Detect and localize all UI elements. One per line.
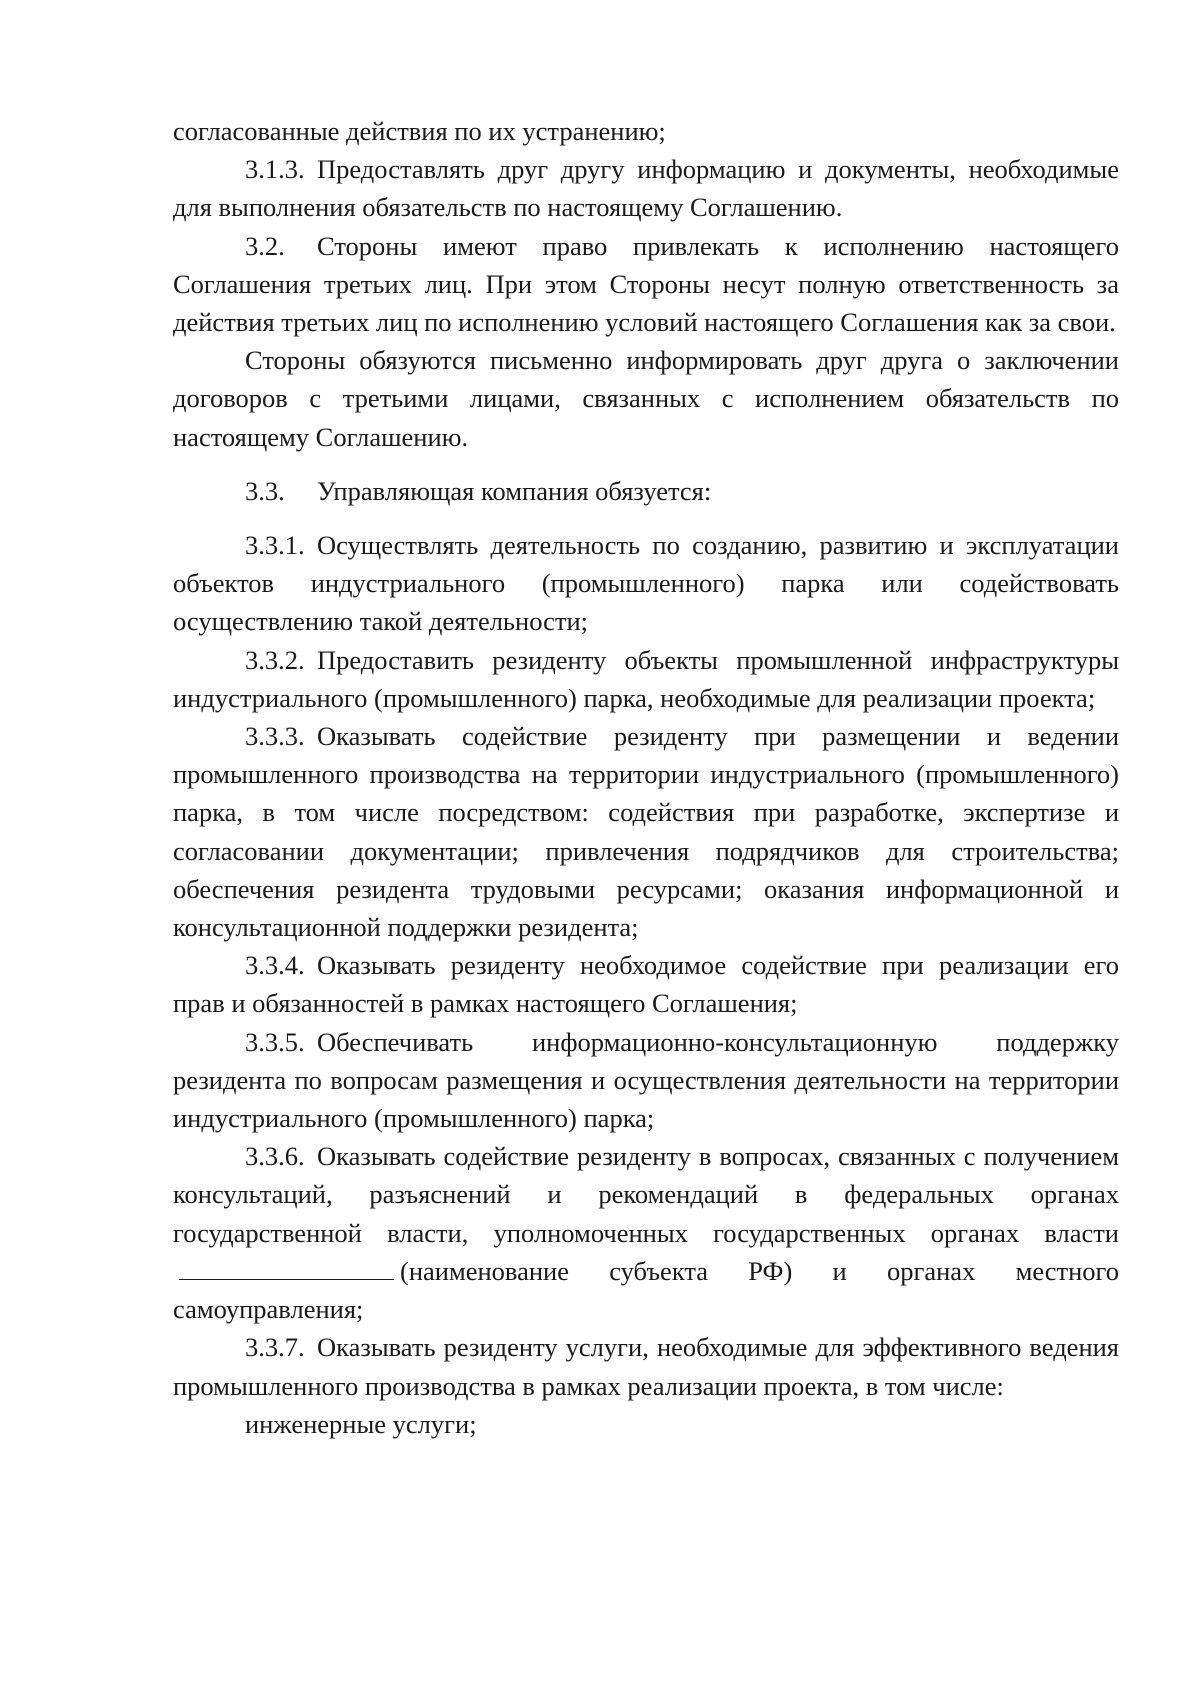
paragraph-text: инженерные услуги; bbox=[245, 1408, 477, 1439]
paragraph-number: 3.2. bbox=[245, 230, 285, 261]
paragraph-3-3-7 bbox=[173, 1328, 1119, 1404]
paragraph-text: Управляющая компания обязуется: bbox=[317, 475, 712, 506]
document-body bbox=[173, 112, 1119, 1443]
paragraph-3-1-3 bbox=[173, 150, 1119, 226]
paragraph-3-3-4 bbox=[173, 946, 1119, 1022]
paragraph-number: 3.3.3. bbox=[245, 721, 305, 752]
paragraph-number: 3.3.5. bbox=[245, 1026, 305, 1057]
paragraph-3-3-1 bbox=[173, 526, 1119, 641]
paragraph-3-2 bbox=[173, 227, 1119, 342]
paragraph-text: Стороны обязуются письменно информировать друг друга о заключении договоров с третьими лицами, связанных с исполнением обязательств по настоящему Соглашению. bbox=[173, 345, 1119, 452]
paragraph-3-3-2 bbox=[173, 641, 1119, 717]
paragraph-number: 3.3. bbox=[245, 475, 285, 506]
paragraph-third-parties-notice bbox=[173, 341, 1119, 456]
paragraph-text: Осуществлять деятельность по созданию, развитию и эксплуатации объектов индустриального (промышленного) парка или содействовать осуществлению такой деятельности; bbox=[173, 530, 1119, 637]
paragraph-text: Обеспечивать информационно-консультационную поддержку резидента по вопросам размещения и осуществления деятельности на территории индустриального (промышленного) парка; bbox=[173, 1026, 1119, 1134]
paragraph-number: 3.3.4. bbox=[245, 950, 305, 981]
paragraph-text: Стороны имеют право привлекать к исполнению настоящего Соглашения третьих лиц. При этом Стороны несут полную ответственность за действия третьих лиц по исполнению условий настоящего Соглашения как за свои. bbox=[173, 230, 1119, 338]
paragraph-text-before-blank: Оказывать содействие резиденту в вопросах, связанных с получением консультаций, разъяснений и рекомендаций в федеральных органах государственной власти, уполномоченных государственных органах власти bbox=[173, 1141, 1119, 1248]
paragraph-text: Оказывать содействие резиденту при размещении и ведении промышленного производства на территории индустриального (промышленного) парка, в том числе посредством: содействия при разработке, экспертизе и согласовании документации; привлечения подрядчиков для строительства; обеспечения резидента трудовыми ресурсами; оказания информационной и консультационной поддержки резидента; bbox=[173, 721, 1119, 943]
paragraph-3-3 bbox=[173, 472, 1119, 510]
paragraph-number: 3.3.1. bbox=[245, 530, 305, 561]
paragraph-text-after-blank: (наименование субъекта РФ) и органах местного самоуправления; bbox=[173, 1255, 1119, 1325]
fill-in-blank-line bbox=[179, 1257, 394, 1280]
list-item-engineering-services bbox=[173, 1405, 1119, 1443]
paragraph-number: 3.3.6. bbox=[245, 1141, 305, 1172]
paragraph-continuation bbox=[173, 112, 1119, 150]
paragraph-number: 3.1.3. bbox=[245, 154, 305, 185]
paragraph-number: 3.3.2. bbox=[245, 644, 305, 675]
paragraph-number: 3.3.7. bbox=[245, 1332, 305, 1363]
paragraph-text: Предоставлять друг другу информацию и документы, необходимые для выполнения обязательств по настоящему Соглашению. bbox=[173, 154, 1119, 223]
paragraph-text: Оказывать резиденту необходимое содействие при реализации его прав и обязанностей в рамках настоящего Соглашения; bbox=[173, 950, 1119, 1019]
paragraph-3-3-6 bbox=[173, 1137, 1119, 1328]
paragraph-text: Оказывать резиденту услуги, необходимые для эффективного ведения промышленного производства в рамках реализации проекта, в том числе: bbox=[173, 1332, 1119, 1401]
paragraph-text: согласованные действия по их устранению; bbox=[173, 116, 666, 146]
paragraph-3-3-5 bbox=[173, 1023, 1119, 1138]
paragraph-3-3-3 bbox=[173, 717, 1119, 946]
paragraph-text: Предоставить резиденту объекты промышленной инфраструктуры индустриального (промышленного) парка, необходимые для реализации проекта; bbox=[173, 644, 1119, 713]
